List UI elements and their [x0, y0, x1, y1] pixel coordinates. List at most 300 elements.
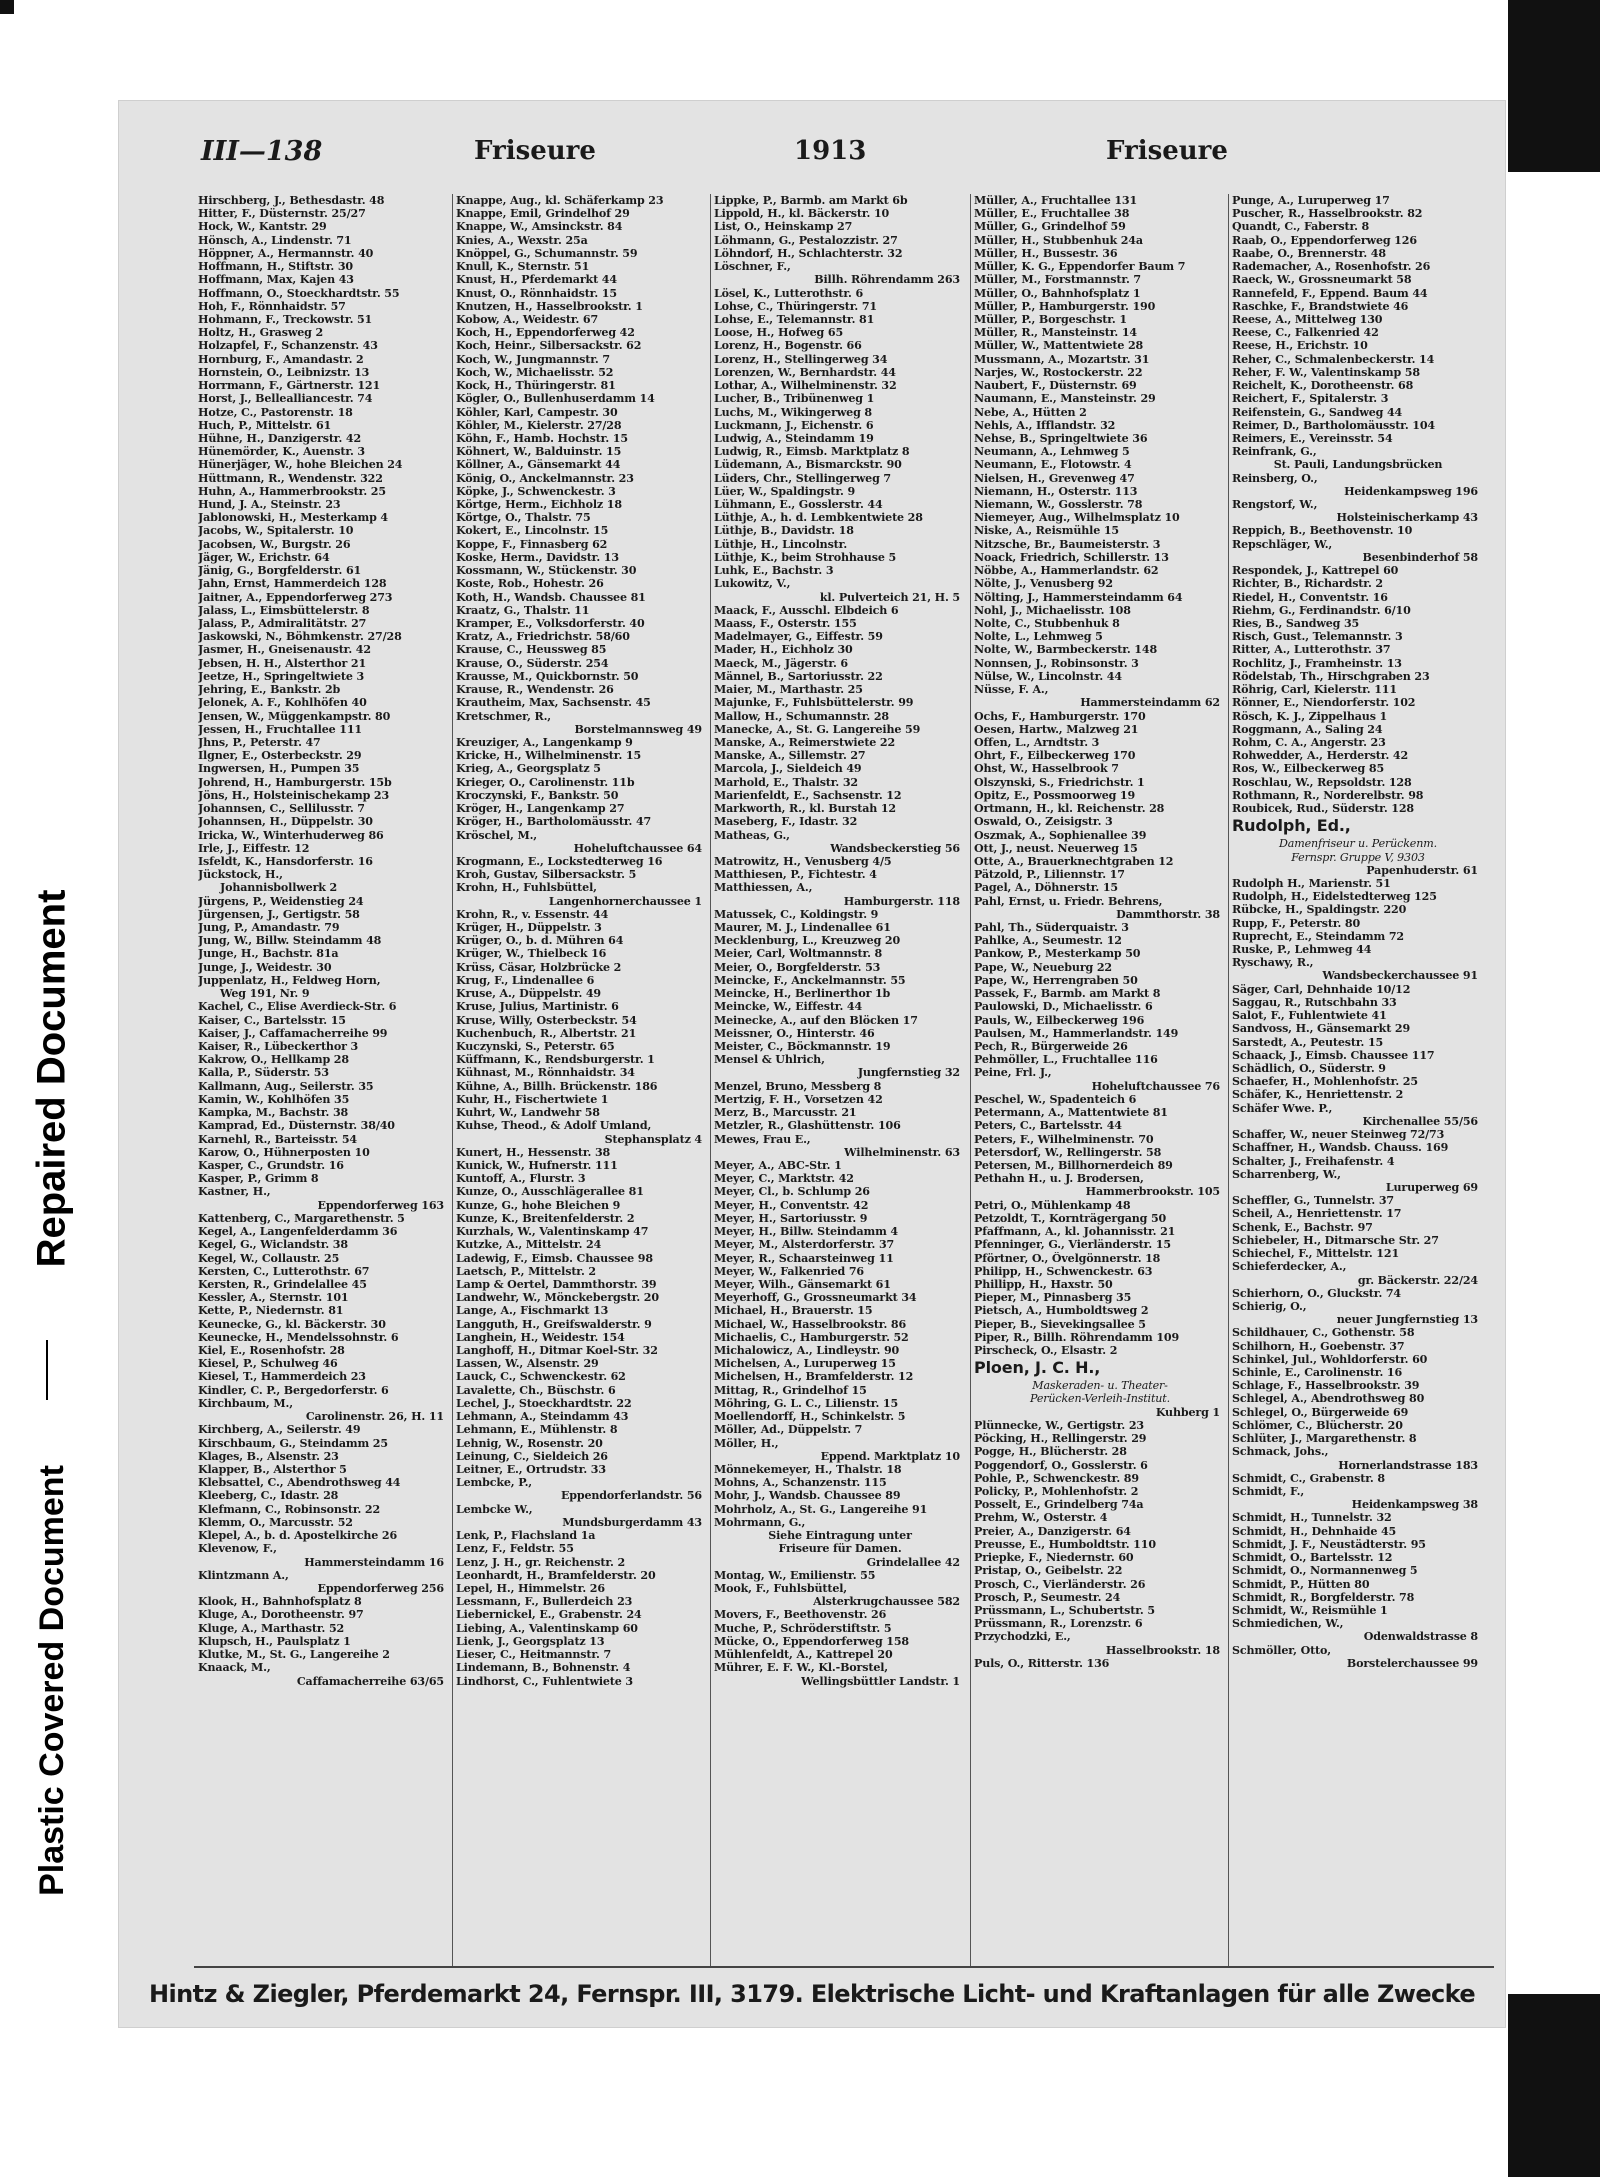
directory-entry-continuation: Hammersteindamm 62	[1080, 696, 1220, 710]
directory-entry: Nebe, A., Hütten 2	[974, 405, 1087, 419]
directory-entry: Ryschawy, R.,	[1232, 956, 1314, 970]
directory-entry: Hotze, C., Pastorenstr. 18	[198, 405, 353, 419]
directory-entry: Pieper, B., Sievekingsallee 5	[974, 1317, 1146, 1331]
directory-entry: Lösel, K., Lutterothstr. 6	[714, 286, 864, 300]
directory-entry: Kirchbaum, M.,	[198, 1396, 293, 1410]
directory-column-4	[974, 194, 1226, 1964]
directory-entry: Klook, H., Bahnhofsplatz 8	[198, 1595, 362, 1609]
directory-entry: Lehmann, A., Steindamm 43	[456, 1410, 629, 1424]
directory-entry: Rödelstab, Th., Hirschgraben 23	[1232, 669, 1430, 683]
directory-entry: Koske, Herm., Davidstr. 13	[456, 550, 619, 564]
directory-entry: Kersten, C., Lutterothstr. 67	[198, 1264, 370, 1278]
directory-entry: Nülse, W., Lincolnstr. 44	[974, 669, 1122, 683]
directory-entry: Lenz, J. H., gr. Reichenstr. 2	[456, 1555, 626, 1569]
directory-entry: Scharrenberg, W.,	[1232, 1167, 1341, 1181]
directory-entry: Matrowitz, H., Venusberg 4/5	[714, 854, 892, 868]
directory-entry: Schildhauer, C., Gothenstr. 58	[1232, 1326, 1415, 1340]
directory-entry: Kamprad, Ed., Düsternstr. 38/40	[198, 1119, 395, 1133]
directory-entry: Meier, O., Borgfelderstr. 53	[714, 960, 881, 974]
directory-entry: Schaack, J., Eimsb. Chaussee 117	[1232, 1048, 1435, 1062]
directory-entry: Lüer, W., Spaldingstr. 9	[714, 484, 856, 498]
directory-entry: Klebsattel, C., Abendrothsweg 44	[198, 1476, 401, 1490]
directory-entry: Krieg, A., Georgsplatz 5	[456, 762, 601, 776]
directory-entry: Meyer, M., Alsterdorferstr. 37	[714, 1238, 895, 1252]
directory-entry: Kunert, H., Hessenstr. 38	[456, 1145, 611, 1159]
directory-entry: Köhler, M., Kielerstr. 27/28	[456, 418, 622, 432]
directory-entry: Ladewig, F., Eimsb. Chaussee 98	[456, 1251, 653, 1265]
directory-entry: Pohle, P., Schwenckestr. 89	[974, 1471, 1139, 1485]
directory-entry: Naumann, E., Mansteinstr. 29	[974, 392, 1156, 406]
directory-entry: Koch, Heinr., Silbersackstr. 62	[456, 339, 642, 353]
directory-entry: Krüger, H., Düppelstr. 3	[456, 921, 602, 935]
directory-entry: Prosch, P., Seumestr. 24	[974, 1590, 1121, 1604]
directory-entry: Lepel, H., Himmelstr. 26	[456, 1581, 605, 1595]
directory-entry: Reichelt, K., Dorotheenstr. 68	[1232, 379, 1414, 393]
directory-entry-continuation: Langenhornerchaussee 1	[548, 894, 702, 908]
directory-entry: Knutzen, H., Hasselbrookstr. 1	[456, 299, 643, 313]
directory-entry: Rengstorf, W.,	[1232, 498, 1318, 512]
scan-corner-bottom-right	[1508, 1994, 1600, 2177]
directory-entry: List, O., Heinskamp 27	[714, 220, 853, 234]
directory-entry: Holzapfel, F., Schanzenstr. 43	[198, 339, 378, 353]
directory-entry: Saggau, R., Rutschbahn 33	[1232, 995, 1397, 1009]
directory-entry-continuation: Grindelallee 42	[866, 1555, 960, 1569]
directory-entry: Säger, Carl, Dehnhaide 10/12	[1232, 982, 1411, 996]
directory-entry: Mohns, A., Schanzenstr. 115	[714, 1476, 887, 1490]
directory-entry-continuation: neuer Jungfernstieg 13	[1336, 1313, 1478, 1327]
directory-entry: Lenz, F., Feldstr. 55	[456, 1542, 574, 1556]
directory-entry: Reese, A., Mittelweg 130	[1232, 312, 1383, 326]
directory-entry: Pech, R., Bürgerweide 26	[974, 1040, 1128, 1053]
header-year: 1913	[794, 136, 867, 166]
directory-entry: Paulowski, D., Michaelisstr. 6	[974, 1000, 1153, 1014]
directory-entry: Müller, W., Mattentwiete 28	[974, 339, 1144, 353]
directory-entry: Marhold, E., Thalstr. 32	[714, 775, 858, 789]
directory-entry: Krohn, H., Fuhlsbüttel,	[456, 881, 597, 895]
directory-entry: Jacobsen, W., Burgstr. 26	[198, 537, 351, 551]
directory-entry: Mönnekemeyer, H., Thalstr. 18	[714, 1463, 902, 1476]
directory-entry: Kluge, A., Marthastr. 52	[198, 1621, 345, 1635]
directory-entry: Rochlitz, J., Framheinstr. 13	[1232, 656, 1402, 670]
directory-entry: Jöns, H., Holsteinischekamp 23	[198, 788, 390, 802]
directory-entry: Reher, F. W., Valentinskamp 58	[1232, 365, 1420, 379]
directory-advert-heading: Ploen, J. C. H.,	[974, 1358, 1101, 1378]
header-title-right: Friseure	[1106, 136, 1228, 166]
directory-entry: Kiesel, P., Schulweg 46	[198, 1357, 338, 1371]
directory-page	[118, 100, 1506, 2028]
directory-entry: Lohse, C., Thüringerstr. 71	[714, 299, 877, 313]
directory-entry: Riehm, G., Ferdinandstr. 6/10	[1232, 603, 1411, 617]
directory-entry: Kunze, O., Ausschlägerallee 81	[456, 1185, 644, 1199]
directory-entry: Pietsch, A., Humboldtsweg 2	[974, 1304, 1149, 1318]
directory-entry: Krogmann, E., Lockstedterweg 16	[456, 854, 663, 868]
directory-entry: Reifenstein, G., Sandweg 44	[1232, 405, 1403, 419]
directory-entry-continuation: Hamburgerstr. 118	[843, 894, 960, 908]
directory-entry: Körtge, O., Thalstr. 75	[456, 511, 591, 525]
directory-entry: Moellendorff, H., Schinkelstr. 5	[714, 1410, 906, 1424]
directory-entry: Przychodzki, E.,	[974, 1630, 1071, 1644]
directory-entry: Reimers, E., Vereinsstr. 54	[1232, 431, 1393, 445]
directory-entry: Lamp & Oertel, Dammthorstr. 39	[456, 1277, 657, 1291]
directory-entry: Knies, A., Wexstr. 25a	[456, 233, 588, 247]
directory-entry: Respondek, J., Kattrepel 60	[1232, 564, 1399, 578]
directory-entry: Kühnast, M., Rönnhaidstr. 34	[456, 1066, 635, 1080]
directory-entry-continuation: Dammthorstr. 38	[1116, 907, 1220, 921]
directory-entry: Sandvoss, H., Gänsemarkt 29	[1232, 1022, 1411, 1036]
directory-entry-continuation: Hammersteindamm 16	[304, 1555, 444, 1569]
directory-entry: Klages, B., Alsenstr. 23	[198, 1449, 339, 1463]
directory-entry: Prüssmann, L., Schubertstr. 5	[974, 1603, 1155, 1617]
directory-entry: Rohwedder, A., Herderstr. 42	[1232, 749, 1409, 763]
directory-entry: Kirchberg, A., Seilerstr. 49	[198, 1423, 361, 1437]
directory-entry: Meincke, W., Eiffestr. 44	[714, 1000, 863, 1014]
directory-entry: Hornburg, F., Amandastr. 2	[198, 352, 364, 366]
directory-entry: Lange, A., Fischmarkt 13	[456, 1304, 609, 1318]
directory-entry: Meyer, C., Marktstr. 42	[714, 1172, 854, 1186]
directory-entry-continuation: kl. Pulverteich 21, H. 5	[819, 590, 960, 604]
directory-entry: Mader, H., Eichholz 30	[714, 643, 853, 657]
directory-entry: Schmidt, H., Dehnhaide 45	[1232, 1524, 1397, 1538]
directory-entry: Peters, C., Bartelsstr. 44	[974, 1119, 1122, 1133]
directory-entry-continuation: Johannisbollwerk 2	[220, 881, 338, 895]
directory-entry: Meyer, H., Billw. Steindamm 4	[714, 1225, 898, 1239]
directory-entry: Lenk, P., Flachsland 1a	[456, 1529, 596, 1543]
directory-entry: Schaffner, H., Wandsb. Chauss. 169	[1232, 1141, 1449, 1155]
directory-entry: Jebsen, H. H., Alsterthor 21	[198, 656, 367, 670]
directory-entry: Krause, C., Heussweg 85	[456, 643, 607, 657]
directory-entry-continuation: Kirchenallee 55/56	[1362, 1114, 1478, 1128]
directory-entry: Möhring, G. L. C., Lilienstr. 15	[714, 1396, 899, 1410]
directory-entry: Rademacher, A., Rosenhofstr. 26	[1232, 260, 1431, 274]
directory-entry: Pfenninger, G., Vierländerstr. 15	[974, 1238, 1171, 1252]
directory-entry: Oswald, O., Zeisigstr. 3	[974, 815, 1113, 829]
directory-entry: Körtge, Herm., Eichholz 18	[456, 498, 622, 512]
directory-entry: Ochs, F., Hamburgerstr. 170	[974, 709, 1146, 723]
directory-entry: Kirschbaum, G., Steindamm 25	[198, 1436, 388, 1450]
directory-entry: Pape, W., Neueburg 22	[974, 960, 1112, 974]
directory-entry: Krohn, R., v. Essenstr. 44	[456, 907, 609, 921]
directory-entry: Köhnert, W., Balduinstr. 15	[456, 445, 622, 459]
directory-entry: Kock, H., Thüringerstr. 81	[456, 379, 616, 393]
directory-entry: Kuczynski, S., Peterstr. 65	[456, 1040, 615, 1053]
footer-divider	[194, 1966, 1494, 1968]
directory-entry: Mohr, J., Wandsb. Chaussee 89	[714, 1489, 901, 1503]
directory-entry: Müller, O., Bahnhofsplatz 1	[974, 286, 1141, 300]
directory-entry-continuation: Alsterkrugchaussee 582	[813, 1595, 960, 1609]
directory-entry: Marcola, J., Sieldeich 49	[714, 762, 862, 776]
footer-advertisement: Hintz & Ziegler, Pferdemarkt 24, Fernspr. III, 3179. Elektrische Licht- und Kraftanlagen für alle Zwecke	[148, 1980, 1476, 2008]
directory-entry: Kröschel, M.,	[456, 828, 538, 842]
directory-entry: Leonhardt, H., Bramfelderstr. 20	[456, 1568, 656, 1582]
directory-entry: Jessen, H., Fruchtallee 111	[198, 722, 362, 736]
header-title-left: Friseure	[474, 136, 596, 166]
directory-entry: Irle, J., Eiffestr. 12	[198, 841, 310, 855]
directory-entry: Posselt, E., Grindelberg 74a	[974, 1498, 1144, 1512]
directory-entry: Jalass, L., Eimsbüttelerstr. 8	[198, 603, 370, 617]
directory-entry: Lüthje, K., beim Strohhause 5	[714, 550, 897, 564]
directory-entry: Hünemörder, K., Auenstr. 3	[198, 445, 365, 459]
directory-entry-continuation: Wellingsbüttler Landstr. 1	[801, 1674, 960, 1688]
directory-entry: Schmack, Johs.,	[1232, 1445, 1329, 1459]
directory-entry: Hund, J. A., Steinstr. 23	[198, 498, 341, 512]
directory-entry: Schierhorn, O., Gluckstr. 74	[1232, 1286, 1402, 1300]
directory-entry: Philipp, H., Schwenckestr. 63	[974, 1264, 1153, 1278]
directory-entry: Klepel, A., b. d. Apostelkirche 26	[198, 1529, 398, 1543]
directory-entry: Krieger, O., Carolinenstr. 11b	[456, 775, 635, 789]
directory-entry: Metzler, R., Glashüttenstr. 106	[714, 1119, 901, 1133]
directory-entry: Lorenz, H., Stellingerweg 34	[714, 352, 888, 366]
plastic-covered-label	[12, 1420, 92, 1940]
directory-entry: Laetsch, P., Mittelstr. 2	[456, 1264, 596, 1278]
directory-entry: Leitner, E., Ortrudstr. 33	[456, 1463, 606, 1476]
directory-entry: Löhndorf, H., Schlachterstr. 32	[714, 246, 903, 260]
directory-entry: Montag, W., Emilienstr. 55	[714, 1568, 876, 1582]
directory-entry-continuation: Besenbinderhof 58	[1362, 550, 1478, 564]
directory-entry: Pahlke, A., Seumestr. 12	[974, 934, 1122, 948]
directory-entry: Luhk, E., Bachstr. 3	[714, 564, 834, 578]
directory-entry: Lüthje, B., Davidstr. 18	[714, 524, 854, 538]
directory-entry: Priepke, F., Niedernstr. 60	[974, 1551, 1134, 1565]
directory-entry: Michelsen, H., Bramfelderstr. 12	[714, 1370, 914, 1384]
directory-entry: Meyerhoff, G., Grossneumarkt 34	[714, 1291, 917, 1305]
directory-entry: Männel, B., Sartoriusstr. 22	[714, 669, 883, 683]
directory-entry: Müller, H., Stubbenhuk 24a	[974, 233, 1143, 247]
directory-entry: Jasmer, H., Gneisenaustr. 42	[198, 643, 371, 657]
directory-entry: Johrend, H., Hamburgerstr. 15b	[198, 775, 392, 789]
directory-entry: Möller, Ad., Düppelstr. 7	[714, 1423, 863, 1437]
directory-entry: Schmidt, O., Normannenweg 5	[1232, 1564, 1418, 1578]
directory-entry: Kurzhals, W., Valentinskamp 47	[456, 1225, 649, 1239]
directory-entry: Karnehl, R., Barteisstr. 54	[198, 1132, 357, 1146]
directory-entry: Jung, P., Amandastr. 79	[198, 921, 340, 935]
directory-entry: Reher, C., Schmalenbeckerstr. 14	[1232, 352, 1435, 366]
directory-entry: Kiesel, T., Hammerdeich 23	[198, 1370, 366, 1384]
directory-entry: Lechel, J., Stoeckhardtstr. 22	[456, 1396, 632, 1410]
directory-entry: Jückstock, H.,	[198, 868, 283, 882]
directory-entry: Offen, L., Arndtstr. 3	[974, 735, 1100, 749]
directory-entry: Kunick, W., Hufnerstr. 111	[456, 1158, 618, 1172]
directory-entry: Petri, O., Mühlenkamp 48	[974, 1198, 1131, 1212]
directory-entry: Pfaffmann, A., kl. Johannisstr. 21	[974, 1225, 1176, 1239]
directory-entry: Reese, C., Falkenried 42	[1232, 326, 1379, 340]
directory-entry: Knull, K., Sternstr. 51	[456, 260, 590, 274]
directory-entry: Ritter, A., Lutterothstr. 37	[1232, 643, 1391, 657]
directory-entry: Leinung, C., Sieldeich 26	[456, 1449, 608, 1463]
directory-entry-continuation: Hornerlandstrasse 183	[1338, 1458, 1478, 1472]
directory-entry: Kegel, A., Langenfelderdamm 36	[198, 1225, 398, 1239]
directory-entry: Raab, O., Eppendorferweg 126	[1232, 233, 1417, 247]
directory-column-3	[714, 194, 966, 1964]
directory-entry-continuation: Odenwaldstrasse 8	[1363, 1630, 1478, 1644]
directory-entry: Kuntoff, A., Flurstr. 3	[456, 1172, 586, 1186]
directory-entry: Kreuziger, A., Langenkamp 9	[456, 735, 633, 749]
directory-entry: Kuhrt, W., Landwehr 58	[456, 1106, 600, 1120]
directory-entry: Schaefer, H., Mohlenhofstr. 25	[1232, 1075, 1418, 1089]
directory-entry: Maier, M., Marthastr. 25	[714, 683, 863, 697]
directory-entry: Krautheim, Max, Sachsenstr. 45	[456, 696, 651, 710]
directory-entry: Loose, H., Hofweg 65	[714, 326, 844, 340]
directory-entry-note: Friseure für Damen.	[778, 1542, 902, 1556]
directory-entry: Ohrt, F., Eilbeckerweg 170	[974, 749, 1136, 763]
directory-entry-continuation: Wilhelminenstr. 63	[844, 1145, 960, 1159]
directory-entry: Oesen, Hartw., Malzweg 21	[974, 722, 1139, 736]
directory-entry-continuation: Holsteinischerkamp 43	[1336, 511, 1478, 525]
directory-entry-continuation: Carolinenstr. 26, H. 11	[305, 1410, 444, 1424]
directory-entry: Manske, A., Sillemstr. 27	[714, 749, 866, 763]
directory-entry: Oszmak, A., Sophienallee 39	[974, 828, 1147, 842]
directory-entry: Schmidt, O., Bartelsstr. 12	[1232, 1551, 1393, 1565]
directory-entry: Raabe, O., Brennerstr. 48	[1232, 246, 1386, 260]
directory-entry-continuation: Borstelerchaussee 99	[1346, 1656, 1478, 1670]
directory-entry-continuation: Papenhuderstr. 61	[1366, 863, 1478, 877]
directory-column-1	[198, 194, 450, 1964]
directory-entry: Matthiesen, P., Fichtestr. 4	[714, 868, 877, 882]
directory-entry: Kröger, H., Langenkamp 27	[456, 802, 625, 816]
directory-entry: Jahn, Ernst, Hammerdeich 128	[198, 577, 387, 591]
directory-entry: Kricke, H., Wilhelminenstr. 15	[456, 749, 642, 763]
directory-entry: Huhn, A., Hammerbrookstr. 25	[198, 484, 386, 498]
directory-entry: Menzel, Bruno, Messberg 8	[714, 1079, 882, 1093]
directory-entry: Köllner, A., Gänsemarkt 44	[456, 458, 621, 472]
directory-entry: Paulsen, M., Hammerlandstr. 149	[974, 1026, 1179, 1040]
directory-entry-continuation: Eppend. Marktplatz 10	[820, 1449, 960, 1463]
directory-entry: Müller, K. G., Eppendorfer Baum 7	[974, 260, 1186, 274]
directory-entry-note: St. Pauli, Landungsbrücken	[1273, 458, 1443, 472]
directory-entry: Horst, J., Bellealliancestr. 74	[198, 392, 373, 406]
directory-entry: Schierig, O.,	[1232, 1299, 1307, 1313]
directory-entry: Krüger, W., Thielbeck 16	[456, 947, 607, 961]
directory-entry: Mittag, R., Grindelhof 15	[714, 1383, 867, 1397]
directory-entry: Michalowicz, A., Lindleystr. 90	[714, 1344, 900, 1358]
directory-entry: Rupp, F., Peterstr. 80	[1232, 916, 1361, 930]
directory-entry-continuation: Hasselbrookstr. 18	[1105, 1643, 1220, 1657]
directory-entry: Schmidt, W., Reismühle 1	[1232, 1603, 1388, 1617]
directory-entry: Kuhse, Theod., & Adolf Umland,	[456, 1119, 652, 1133]
directory-entry: Meyer, Wilh., Gänsemarkt 61	[714, 1277, 891, 1291]
directory-entry: Kokert, E., Lincolnstr. 15	[456, 524, 609, 538]
directory-entry: Schäfer Wwe. P.,	[1232, 1101, 1333, 1115]
directory-entry: Klemm, O., Marcusstr. 52	[198, 1515, 353, 1529]
directory-entry: Nehls, A., Ifflandstr. 32	[974, 418, 1116, 432]
directory-entry: Jeetze, H., Springeltwiete 3	[198, 669, 365, 683]
directory-entry: Ortmann, H., kl. Reichenstr. 28	[974, 802, 1165, 816]
directory-entry: Ott, J., neust. Neuerweg 15	[974, 841, 1138, 855]
directory-entry: Nüsse, F. A.,	[974, 683, 1049, 697]
directory-entry: Nehse, B., Springeltwiete 36	[974, 431, 1148, 445]
directory-entry: Prosch, C., Vierländerstr. 26	[974, 1577, 1146, 1591]
directory-entry: Pehmöller, L., Fruchtallee 116	[974, 1053, 1158, 1067]
directory-entry: Müller, P., Borgeschstr. 1	[974, 312, 1127, 326]
directory-entry: Pförtner, O., Övelgönnerstr. 18	[974, 1251, 1161, 1265]
directory-entry: Schlegel, O., Bürgerweide 69	[1232, 1405, 1409, 1419]
directory-entry: Puls, O., Ritterstr. 136	[974, 1656, 1110, 1670]
directory-entry: Reichert, F., Spitalerstr. 3	[1232, 392, 1389, 406]
directory-entry: Lüders, Chr., Stellingerweg 7	[714, 471, 891, 485]
directory-entry: Meier, Carl, Woltmannstr. 8	[714, 947, 883, 961]
directory-entry-continuation: Caffamacherreihe 63/65	[296, 1674, 444, 1688]
directory-entry: Mohrholz, A., St. G., Langereihe 91	[714, 1502, 928, 1516]
directory-entry: Küffmann, K., Rendsburgerstr. 1	[456, 1053, 655, 1067]
directory-entry: Koch, H., Eppendorferweg 42	[456, 326, 635, 340]
directory-entry: Hüttmann, R., Wendenstr. 322	[198, 471, 383, 485]
directory-entry: Lohse, E., Telemannstr. 81	[714, 312, 875, 326]
directory-entry: Nonnsen, J., Robinsonstr. 3	[974, 656, 1139, 670]
directory-entry: Nolte, W., Barmbeckerstr. 148	[974, 643, 1158, 657]
directory-entry: Pirscheck, O., Elsastr. 2	[974, 1344, 1118, 1358]
directory-entry: Kruse, Julius, Martinistr. 6	[456, 1000, 619, 1014]
directory-entry: Knöppel, G., Schumannstr. 59	[456, 246, 638, 260]
directory-entry: Rothmann, R., Norderelbstr. 98	[1232, 788, 1424, 802]
directory-advert-tagline: Fernspr. Gruppe V, 9303	[1291, 850, 1425, 864]
directory-entry: Pieper, M., Pinnasberg 35	[974, 1291, 1132, 1305]
directory-entry: Schmidt, P., Hütten 80	[1232, 1577, 1370, 1591]
directory-entry: Müller, E., Fruchtallee 38	[974, 207, 1130, 221]
directory-entry: Horrmann, F., Gärtnerstr. 121	[198, 379, 381, 393]
directory-entry: Jaitner, A., Eppendorferweg 273	[198, 590, 393, 604]
directory-entry: Ludwig, R., Eimsb. Marktplatz 8	[714, 445, 910, 459]
directory-advert-tagline: Damenfriseur u. Perückenm.	[1279, 837, 1437, 851]
directory-entry: Salot, F., Fuhlentwiete 41	[1232, 1009, 1387, 1023]
directory-entry: Hoffmann, Max, Kajen 43	[198, 273, 354, 287]
directory-entry: Huch, P., Mittelstr. 61	[198, 418, 332, 432]
directory-entry: Ruske, P., Lehmweg 44	[1232, 943, 1372, 957]
plastic-covered-text: Plastic Covered Document	[32, 1464, 71, 1896]
directory-entry: Matthiessen, A.,	[714, 881, 813, 895]
directory-entry: Langhoff, H., Ditmar Koel-Str. 32	[456, 1344, 658, 1358]
directory-entry: Meyer, H., Sartoriusstr. 9	[714, 1211, 868, 1225]
directory-entry: Hoh, F., Rönnhaidstr. 57	[198, 299, 346, 313]
directory-entry: Piper, R., Billh. Röhrendamm 109	[974, 1330, 1180, 1344]
directory-entry: Lippold, H., kl. Bäckerstr. 10	[714, 207, 890, 221]
directory-advert-tagline: Maskeraden- u. Theater-	[1032, 1379, 1168, 1393]
directory-entry: Keunecke, H., Mendelssohnstr. 6	[198, 1330, 399, 1344]
directory-entry: Ohst, W., Hasselbrook 7	[974, 762, 1119, 776]
directory-entry: Schmidt, R., Borgfelderstr. 78	[1232, 1590, 1415, 1604]
directory-entry: Neumann, E., Flotowstr. 4	[974, 458, 1132, 472]
directory-entry: Raschke, F., Brandstwiete 46	[1232, 299, 1409, 313]
directory-entry: Lühmann, E., Gosslerstr. 44	[714, 498, 883, 512]
directory-entry: Schinkel, Jul., Wohldorferstr. 60	[1232, 1352, 1428, 1366]
directory-entry: Schiechel, F., Mittelstr. 121	[1232, 1247, 1400, 1261]
directory-entry: Knappe, Emil, Grindelhof 29	[456, 207, 630, 221]
directory-entry: Lauck, C., Schwenckestr. 62	[456, 1370, 626, 1384]
directory-entry: Maass, F., Osterstr. 155	[714, 617, 857, 630]
directory-entry: Peters, F., Wilhelminenstr. 70	[974, 1132, 1154, 1146]
directory-entry: Jänig, G., Borgfelderstr. 61	[198, 564, 362, 578]
directory-entry: Meyer, Cl., b. Schlump 26	[714, 1185, 870, 1199]
directory-entry: Köhler, Karl, Campestr. 30	[456, 405, 618, 419]
directory-entry: Jacobs, W., Spitalerstr. 10	[198, 524, 354, 538]
directory-entry: Lippke, P., Barmb. am Markt 6b	[714, 194, 908, 207]
directory-entry: Nitzsche, Br., Baumeisterstr. 3	[974, 537, 1161, 551]
directory-entry: Schenk, E., Bachstr. 97	[1232, 1220, 1373, 1234]
directory-entry: Schaffer, W., neuer Steinweg 72/73	[1232, 1128, 1445, 1142]
directory-entry: Müller, R., Mansteinstr. 14	[974, 326, 1137, 340]
directory-entry: Schmidt, F.,	[1232, 1485, 1305, 1498]
directory-entry: Kramper, E., Volksdorferstr. 40	[456, 617, 645, 630]
directory-entry: Holtz, H., Grasweg 2	[198, 326, 324, 340]
directory-entry: Köpke, J., Schwenckestr. 3	[456, 484, 616, 498]
directory-entry: Langguth, H., Greifswalderstr. 9	[456, 1317, 652, 1331]
directory-advert-tagline: Perücken-Verleih-Institut.	[1030, 1392, 1170, 1406]
directory-entry: Nielsen, H., Grevenweg 47	[974, 471, 1135, 485]
directory-entry: Lienk, J., Georgsplatz 13	[456, 1634, 605, 1648]
directory-entry: Rönner, E., Niendorferstr. 102	[1232, 696, 1416, 710]
directory-entry: Köhn, F., Hamb. Hochstr. 15	[456, 431, 628, 445]
directory-entry: Poggendorf, O., Gosslerstr. 6	[974, 1458, 1148, 1472]
directory-entry: Meinecke, A., auf den Blöcken 17	[714, 1013, 918, 1027]
directory-entry: Pahl, Ernst, u. Friedr. Behrens,	[974, 894, 1163, 908]
